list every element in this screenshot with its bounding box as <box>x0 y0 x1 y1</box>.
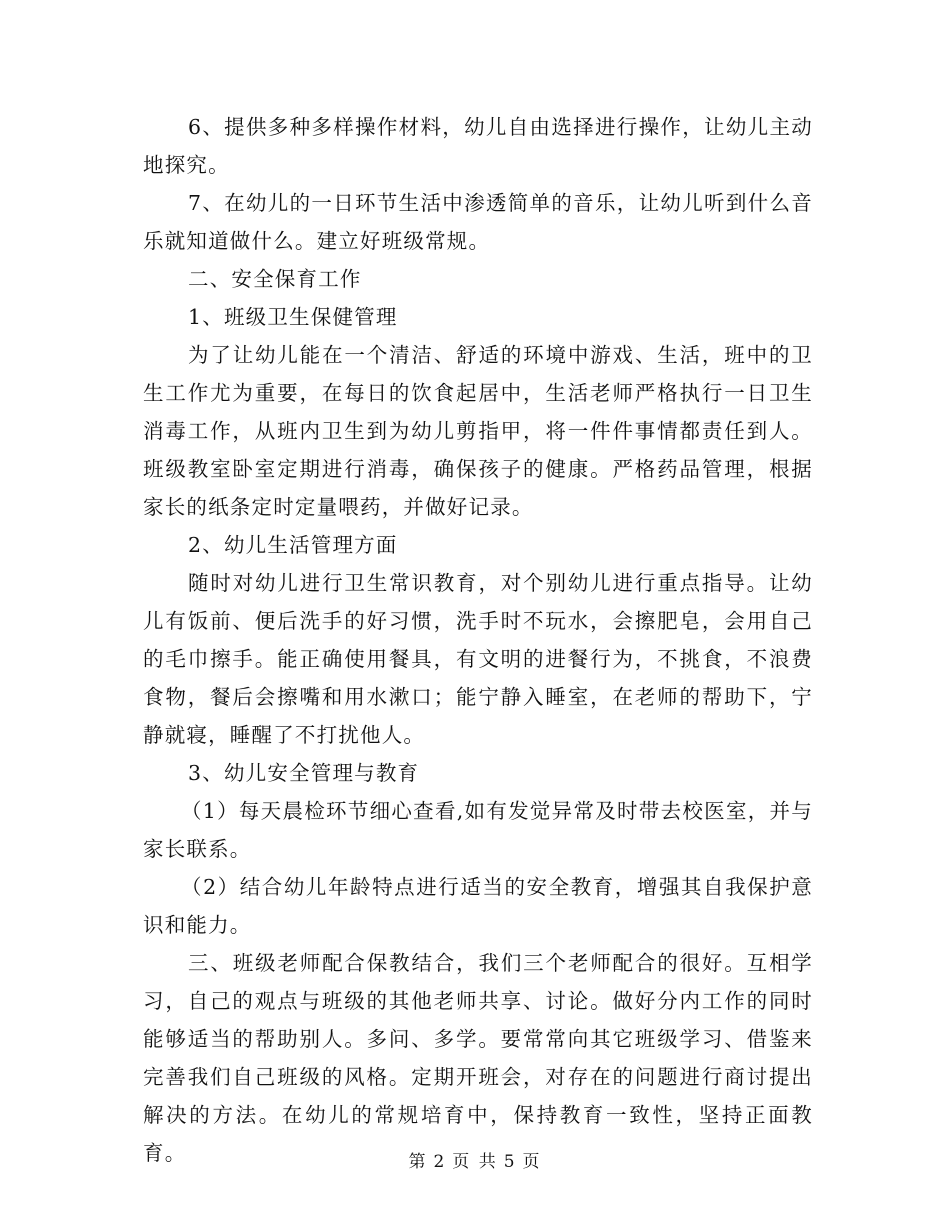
paragraph-item-7: 7、在幼儿的一日环节生活中渗透简单的音乐，让幼儿听到什么音乐就知道做什么。建立好班级常规。 <box>143 191 813 253</box>
paragraph-teacher-cooperation: 三、班级老师配合保教结合，我们三个老师配合的很好。互相学习，自己的观点与班级的其他老师共享、讨论。做好分内工作的同时能够适当的帮助别人。多问、多学。要常常向其它班级学习、借鉴来完善我们自己班级的风格。定期开班会，对存在的问题进行商讨提出解决的方法。在幼儿的常规培育中，保持教育一致性，坚持正面教育。 <box>143 951 813 1165</box>
paragraph-daily-life: 随时对幼儿进行卫生常识教育，对个别幼儿进行重点指导。让幼儿有饭前、便后洗手的好习惯，洗手时不玩水，会擦肥皂，会用自己的毛巾擦手。能正确使用餐具，有文明的进餐行为，不挑食，不浪费食物，餐后会擦嘴和用水漱口；能宁静入睡室，在老师的帮助下，宁静就寝，睡醒了不打扰他人。 <box>143 571 813 747</box>
document-body <box>143 108 813 1172</box>
paragraph-safety-2: （2）结合幼儿年龄特点进行适当的安全教育，增强其自我保护意识和能力。 <box>143 875 813 937</box>
paragraph-item-6: 6、提供多种多样操作材料，幼儿自由选择进行操作，让幼儿主动地探究。 <box>143 115 813 177</box>
page-footer <box>0 1147 950 1172</box>
subheading-hygiene: 1、班级卫生保健管理 <box>188 305 398 329</box>
page-number-current: 2 <box>433 1152 447 1172</box>
subheading-daily-life: 2、幼儿生活管理方面 <box>188 533 398 557</box>
section-heading-safety: 二、安全保育工作 <box>188 267 362 291</box>
page-number-total: 5 <box>503 1152 517 1172</box>
paragraph-hygiene: 为了让幼儿能在一个清洁、舒适的环境中游戏、生活，班中的卫生工作尤为重要，在每日的饮食起居中，生活老师严格执行一日卫生消毒工作，从班内卫生到为幼儿剪指甲，将一件件事情都责任到人。班级教室卧室定期进行消毒，确保孩子的健康。严格药品管理，根据家长的纸条定时定量喂药，并做好记录。 <box>143 343 813 519</box>
paragraph-safety-1: （1）每天晨检环节细心查看,如有发觉异常及时带去校医室，并与家长联系。 <box>143 799 813 861</box>
subheading-safety-education: 3、幼儿安全管理与教育 <box>188 761 420 785</box>
footer-prefix: 第 <box>408 1152 428 1172</box>
footer-suffix: 页 <box>522 1152 542 1172</box>
footer-middle: 页 共 <box>452 1152 498 1172</box>
